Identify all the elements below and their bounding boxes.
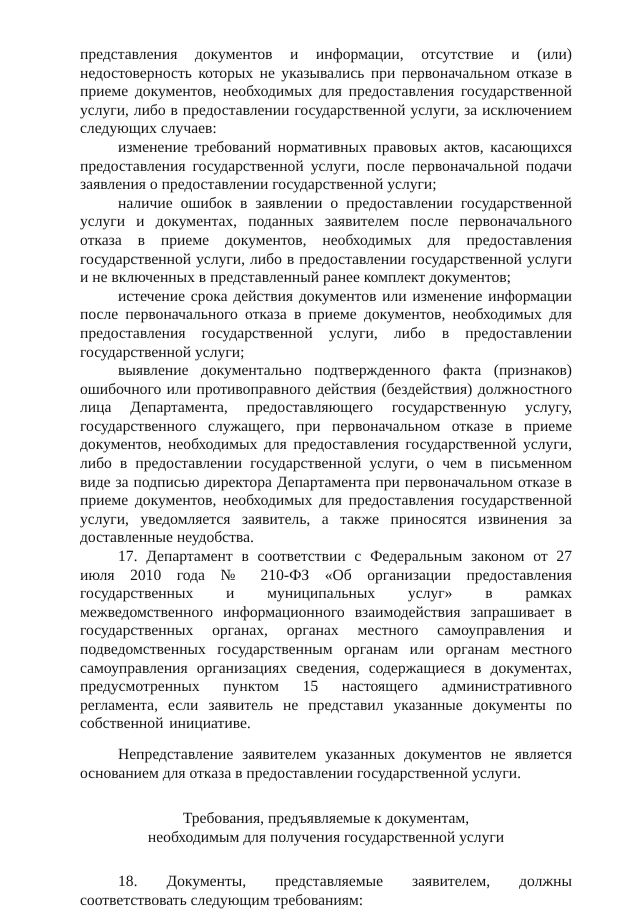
paragraph-exception-errors: наличие ошибок в заявлении о предоставлении государственной услуги и документах, поданных заявителем после первоначального отказа в приеме документов, необходимых для предоставления государственной услуги, либо в предоставлении государственной услуги и не включенных в представленный ранее комплект документов;	[80, 194, 572, 287]
document-body	[80, 46, 572, 910]
paragraph-exception-wrongful-action: выявление документально подтвержденного факта (признаков) ошибочного или противоправного действия (бездействия) должностного лица Департамента, предоставляющего государственную услугу, государственного служащего, при первоначальном отказе в приеме документов, необходимых для предоставления государственной услуги, либо в предоставлении государственной услуги, о чем в письменном виде за подписью директора Департамента при первоначальном отказе в приеме документов, необходимых для предоставления государственной услуги, уведомляется заявитель, а также приносятся извинения за доставленные неудобства.	[80, 362, 572, 547]
section-heading-line-1: Требования, предъявляемые к документам,	[182, 810, 470, 828]
paragraph-non-submission: Непредставление заявителем указанных документов не является основанием для отказа в предоставлении государственной услуги.	[80, 745, 572, 782]
paragraph-exception-legal-change: изменение требований нормативных правовых актов, касающихся предоставления государственной услуги, после первоначальной подачи заявления о предоставлении государственной услуги;	[80, 138, 572, 194]
clause-17: 17. Департамент в соответствии с Федеральным законом от 27 июля 2010 года № 210-ФЗ «Об организации предоставления государственных и муниципальных услуг» в рамках межведомственного информационного взаимодействия запрашивает в государственных органах, органах местного самоуправления и подведомственных государственным органам или органам местного самоуправления организациях сведения, содержащиеся в документах, предусмотренных пунктом 15 настоящего административного регламента, если заявитель не представил указанные документы по собственной инициативе.	[80, 548, 572, 733]
section-heading-line-2: необходимым для получения государственной услуги	[147, 829, 505, 847]
paragraph-exception-expiry: истечение срока действия документов или изменение информации после первоначального отказа в приеме документов, необходимых для предоставления государственной услуги, либо в предоставлении государственной услуги;	[80, 287, 572, 361]
section-heading	[80, 809, 572, 847]
paragraph-continuation: представления документов и информации, отсутствие и (или) недостоверность которых не указывались при первоначальном отказе в приеме документов, необходимых для предоставления государственной услуги, либо в предоставлении государственной услуги, за исключением следующих случаев:	[80, 46, 572, 138]
clause-18: 18. Документы, представляемые заявителем, должны соответствовать следующим требованиям:	[80, 873, 572, 909]
